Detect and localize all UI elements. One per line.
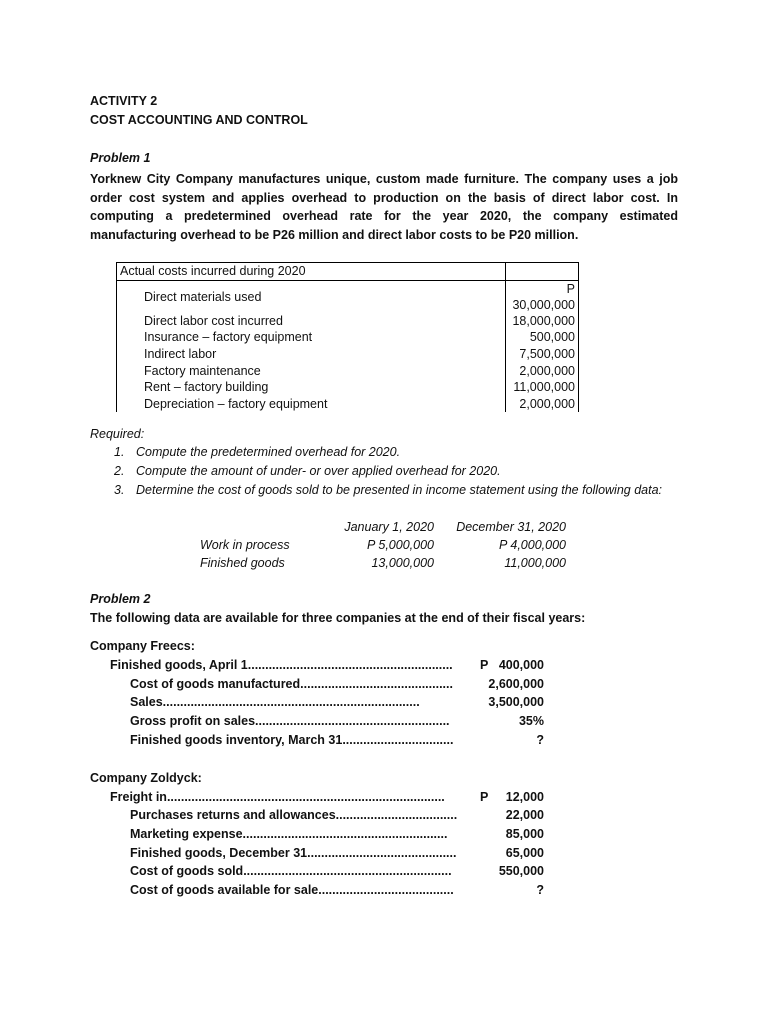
actual-costs-table [116,262,579,412]
zoldyck-item: Marketing expense........................................................... [130,827,448,841]
zoldyck-value: 85,000 [505,827,544,841]
inventory-value: 13,000,000 [371,556,434,570]
zoldyck-value: 12,000 [505,790,544,804]
course-title: COST ACCOUNTING AND CONTROL [90,113,308,127]
freecs-item: Sales.......................................................................... [130,695,420,709]
required-item-2: Compute the amount of under- or over applied overhead for 2020. [136,464,501,478]
freecs-item: Finished goods inventory, March 31................................ [130,733,454,747]
zoldyck-value: ? [536,883,544,897]
freecs-value: 35% [518,714,544,728]
freecs-item: Cost of goods manufactured............................................ [130,677,453,691]
freecs-value: 2,600,000 [488,677,544,691]
table-row: Insurance – factory equipment 500,000 [117,329,579,346]
problem2-title: Problem 2 [90,592,151,606]
table-row: Rent – factory building 11,000,000 [117,379,579,396]
zoldyck-item: Freight in................................................................................ [110,790,445,804]
table-header: Actual costs incurred during 2020 [117,263,506,281]
freecs-value: 3,500,000 [488,695,544,709]
table-row: Depreciation – factory equipment 2,000,000 [117,396,579,413]
required-num-1: 1. [114,445,125,459]
problem1-title: Problem 1 [90,151,151,165]
activity-title: ACTIVITY 2 [90,94,158,108]
freecs-item: Gross profit on sales........................................................ [130,714,450,728]
inventory-col2-header: December 31, 2020 [456,520,566,534]
problem2-intro: The following data are available for three companies at the end of their fiscal years: [90,611,586,625]
inventory-value: P 5,000,000 [367,538,434,552]
required-item-1: Compute the predetermined overhead for 2020. [136,445,401,459]
zoldyck-item: Purchases returns and allowances................................... [130,808,458,822]
inventory-value: 11,000,000 [504,556,566,570]
zoldyck-value: 65,000 [505,846,544,860]
inventory-value: P 4,000,000 [499,538,566,552]
inventory-row-label: Finished goods [200,556,285,570]
table-header-row [117,263,579,281]
freecs-item: Finished goods, April 1........................................................... [110,658,453,672]
currency-prefix: P [480,790,489,804]
zoldyck-item: Finished goods, December 31........................................... [130,846,457,860]
freecs-value: ? [536,733,544,747]
company-zoldyck-title: Company Zoldyck: [90,771,202,785]
table-row: Direct materials used P 30,000,000 [117,280,579,313]
required-item-3: Determine the cost of goods sold to be presented in income statement using the following data: [136,483,663,497]
table-row: Indirect labor 7,500,000 [117,346,579,363]
required-num-3: 3. [114,483,125,497]
table-row: Direct labor cost incurred 18,000,000 [117,313,579,330]
zoldyck-item: Cost of goods available for sale....................................... [130,883,454,897]
zoldyck-value: 550,000 [498,864,544,878]
company-freecs-title: Company Freecs: [90,639,195,653]
zoldyck-value: 22,000 [505,808,544,822]
currency-prefix: P [480,658,489,672]
required-label: Required: [90,427,145,441]
inventory-row-label: Work in process [200,538,290,552]
required-num-2: 2. [114,464,125,478]
table-row: Factory maintenance 2,000,000 [117,362,579,379]
zoldyck-item: Cost of goods sold............................................................ [130,864,452,878]
freecs-value: 400,000 [498,658,544,672]
inventory-col1-header: January 1, 2020 [344,520,434,534]
problem1-paragraph: Yorknew City Company manufactures unique, custom made furniture. The company uses a job order cost system and applies overhead to production on the basis of direct labor cost. In computing a predetermined overhead rate for the year 2020, the company estimated manufacturing overhead to be P26 million and direct labor costs to be P20 million. [90,172,678,242]
